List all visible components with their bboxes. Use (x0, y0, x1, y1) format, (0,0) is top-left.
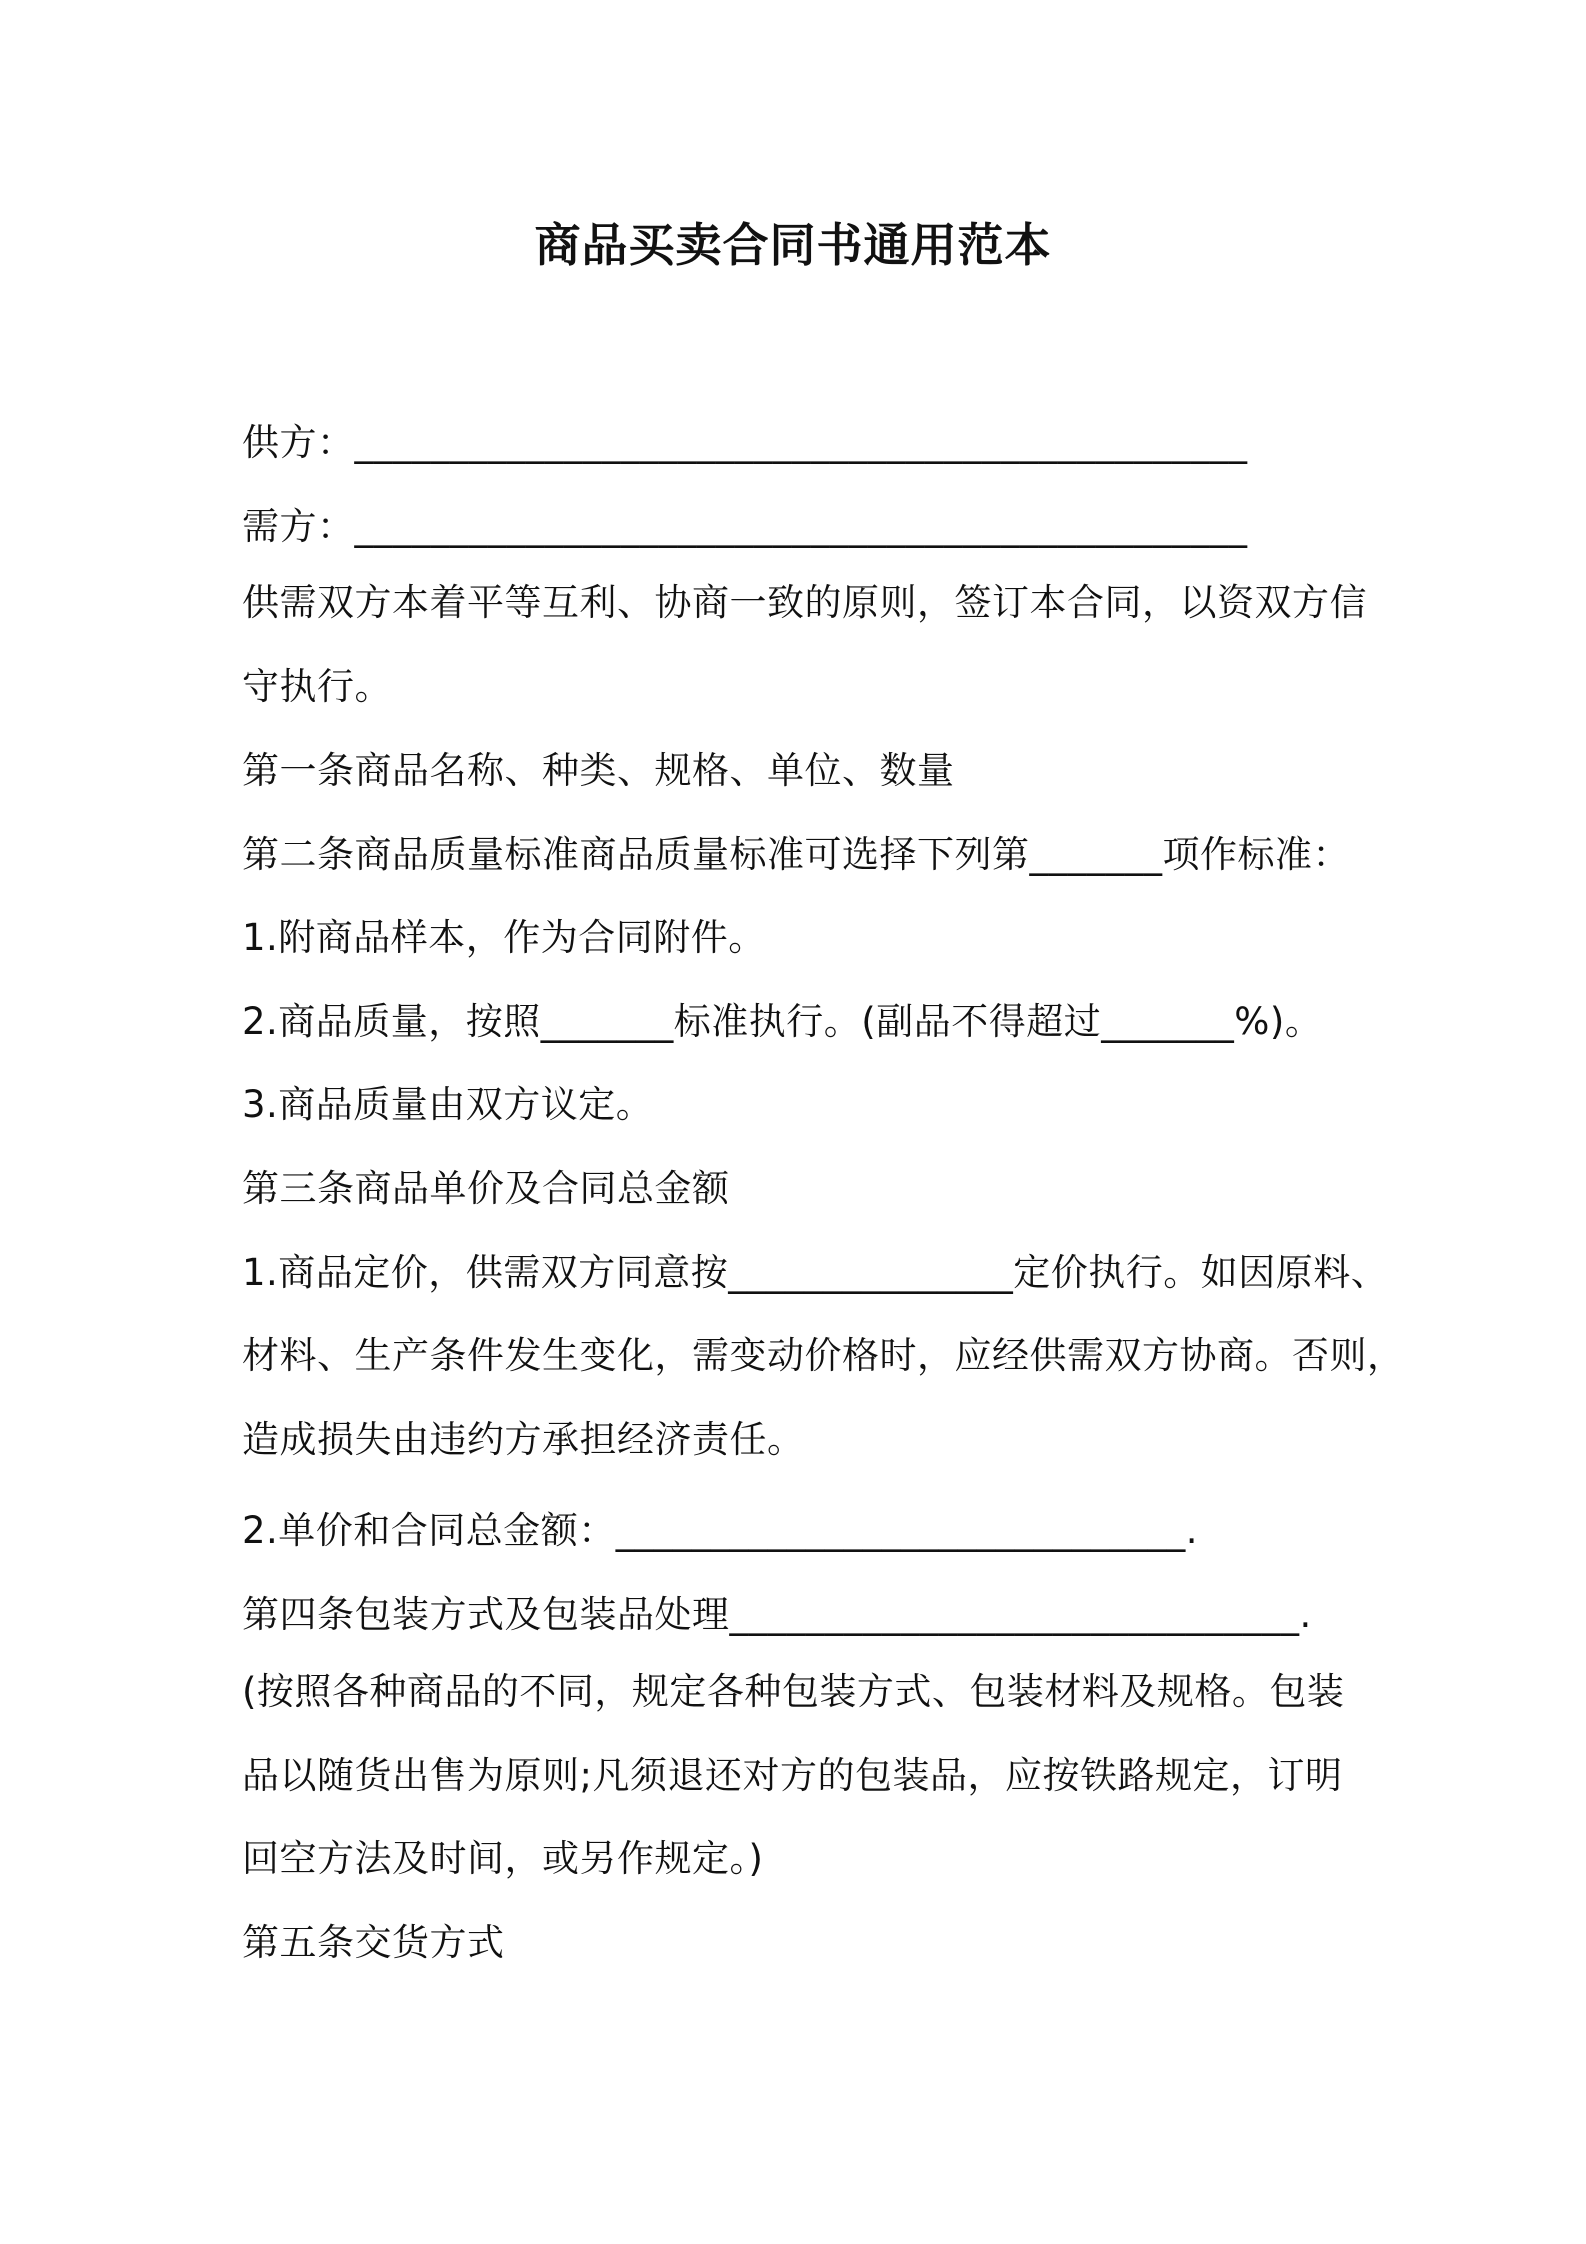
preamble-line-1: 供需双方本着平等互利、协商一致的原则，签订本合同，以资双方信 (242, 581, 1367, 624)
article-2-heading: 第二条商品质量标准商品质量标准可选择下列第_______项作标准： (242, 833, 1350, 876)
article-4-note-line-1: (按照各种商品的不同，规定各种包装方式、包装材料及规格。包装 (242, 1670, 1345, 1713)
article-3-item-2: 2.单价和合同总金额：______________________________. (242, 1509, 1199, 1552)
article-3-heading: 第三条商品单价及合同总金额 (242, 1167, 730, 1210)
article-1-heading: 第一条商品名称、种类、规格、单位、数量 (242, 749, 955, 792)
article-4-heading: 第四条包装方式及包装品处理______________________________. (242, 1593, 1312, 1636)
article-3-item-1-line-1: 1.商品定价，供需双方同意按_______________定价执行。如因原料、 (242, 1251, 1389, 1294)
article-2-item-2: 2.商品质量，按照_______标准执行。(副品不得超过_______%)。 (242, 1000, 1323, 1043)
article-3-item-1-line-3: 造成损失由违约方承担经济责任。 (242, 1418, 805, 1461)
article-5-heading: 第五条交货方式 (242, 1921, 505, 1964)
article-2-item-3: 3.商品质量由双方议定。 (242, 1083, 654, 1126)
supplier-line: 供方：_______________________________________________ (242, 421, 1248, 464)
document-title: 商品买卖合同书通用范本 (534, 218, 1052, 272)
article-4-note-line-2: 品以随货出售为原则;凡须退还对方的包装品，应按铁路规定，订明 (242, 1754, 1343, 1797)
buyer-line: 需方：_______________________________________________ (242, 505, 1248, 548)
preamble-line-2: 守执行。 (242, 665, 392, 708)
article-4-note-line-3: 回空方法及时间，或另作规定。) (242, 1837, 764, 1880)
article-2-item-1: 1.附商品样本，作为合同附件。 (242, 916, 766, 959)
article-3-item-1-line-2: 材料、生产条件发生变化，需变动价格时，应经供需双方协商。否则， (242, 1334, 1405, 1377)
